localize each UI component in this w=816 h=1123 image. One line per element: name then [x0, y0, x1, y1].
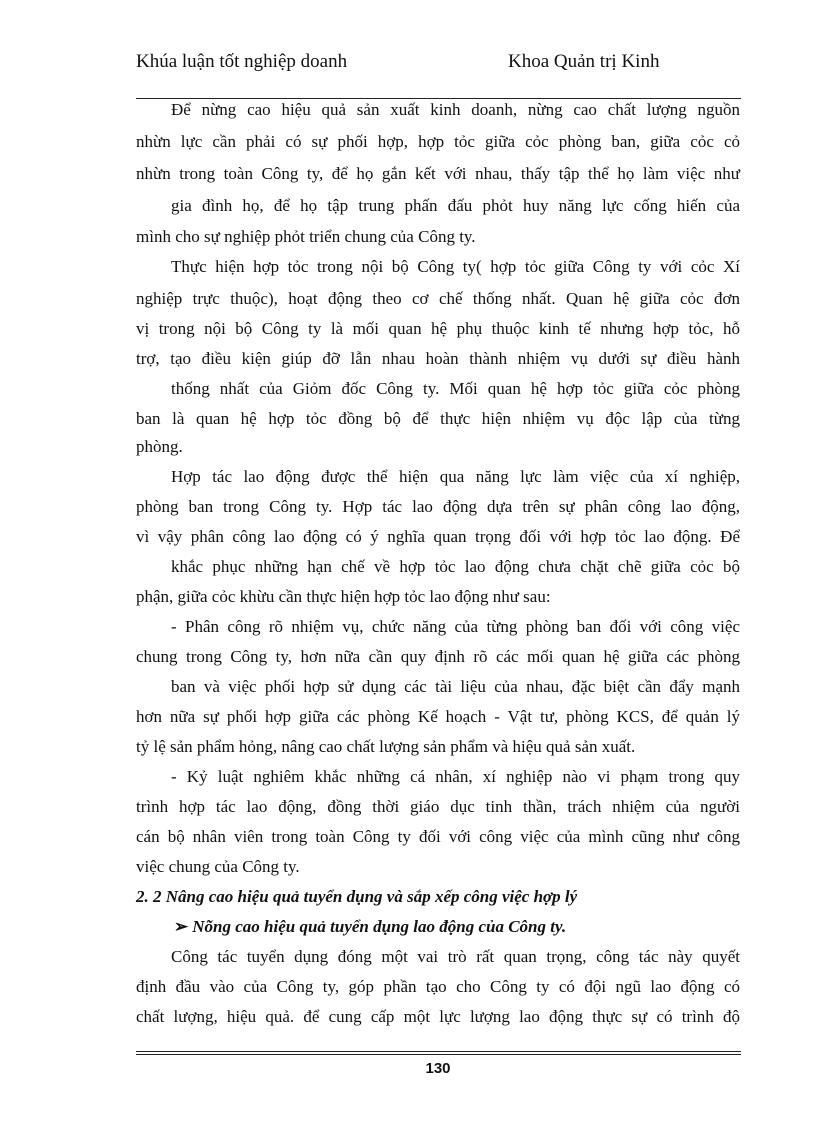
text-line: vị trong nội bộ Công ty là mối quan hệ phụ thuộc kinh tế nhưng hợp tỏc, hỗ: [136, 319, 740, 338]
subheading: [174, 916, 566, 938]
text-line: chất lượng, hiệu quả. để cung cấp một lực lượng lao động thực sự có trình độ: [136, 1007, 740, 1026]
text-line: cán bộ nhân viên trong toàn Công ty đối với công việc của mình cũng như công: [136, 827, 740, 846]
text-line: tỷ lệ sản phẩm hỏng, nâng cao chất lượng sản phẩm và hiệu quả sản xuất.: [136, 737, 636, 756]
text-line: gia đình họ, để họ tập trung phấn đấu phỏt huy năng lực cống hiến của: [171, 196, 740, 215]
text-line: việc chung của Công ty.: [136, 857, 300, 876]
text-line: trợ, tạo điều kiện giúp đỡ lẫn nhau hoàn thành nhiệm vụ dưới sự điều hành: [136, 349, 740, 368]
text-line: ban là quan hệ hợp tỏc đồng bộ để thực hiện nhiệm vụ độc lập của từng: [136, 409, 740, 428]
text-line: trình hợp tác lao động, đồng thời giáo dục tinh thần, trách nhiệm của người: [136, 797, 740, 816]
header-left-title: Khúa luận tốt nghiệp doanh: [136, 51, 348, 72]
text-line: định đầu vào của Công ty, góp phần tạo cho Công ty có đội ngũ lao động có: [136, 977, 740, 996]
page-number: 130: [425, 1060, 451, 1077]
text-line: hơn nữa sự phối hợp giữa các phòng Kế hoạch - Vật tư, phòng KCS, để quản lý: [136, 707, 740, 726]
text-line: phòng ban trong Công ty. Hợp tác lao động dựa trên sự phân công lao động,: [136, 497, 740, 516]
text-line: vì vậy phân công lao động có ý nghĩa quan trọng đối với hợp tỏc lao động. Để: [136, 527, 740, 546]
text-line: nghiệp trực thuộc), hoạt động theo cơ chế thống nhất. Quan hệ giữa cỏc đơn: [136, 289, 740, 308]
text-line: ban và việc phối hợp sử dụng các tài liệu của nhau, đặc biệt cần đẩy mạnh: [171, 677, 740, 696]
footer-rule: [136, 1054, 741, 1055]
subheading-text: Nõng cao hiệu quả tuyển dụng lao động của Công ty.: [192, 917, 567, 936]
text-line: nhừn trong toàn Công ty, để họ gắn kết với nhau, thấy tập thể họ làm việc như: [136, 164, 740, 183]
text-line: Công tác tuyển dụng đóng một vai trò rất quan trọng, công tác này quyết: [171, 947, 740, 966]
text-line: khắc phục những hạn chế về hợp tỏc lao động chưa chặt chẽ giữa cỏc bộ: [171, 557, 740, 576]
text-line: phận, giữa cỏc khừu cần thực hiện hợp tỏc lao động như sau:: [136, 587, 551, 606]
arrow-bullet-icon: ➢: [174, 917, 189, 936]
text-line: - Phân công rõ nhiệm vụ, chức năng của từng phòng ban đối với công việc: [171, 617, 740, 636]
text-line: mình cho sự nghiệp phỏt triển chung của Công ty.: [136, 227, 476, 246]
text-line: thống nhất của Giỏm đốc Công ty. Mối quan hệ hợp tỏc giữa cỏc phòng: [171, 379, 740, 398]
footer-rule: [136, 1051, 741, 1052]
text-line: Thực hiện hợp tỏc trong nội bộ Công ty( hợp tỏc giữa Công ty với cỏc Xí: [171, 257, 740, 276]
text-line: chung trong Công ty, hơn nữa cần quy định rõ các mối quan hệ giữa các phòng: [136, 647, 740, 666]
text-line: Để nừng cao hiệu quả sản xuất kinh doanh, nừng cao chất lượng nguồn: [171, 100, 740, 119]
section-heading: 2. 2 Nâng cao hiệu quả tuyển dụng và sắp xếp công việc hợp lý: [136, 887, 578, 906]
text-line: nhừn lực cần phải có sự phối hợp, hợp tỏc giữa cỏc phòng ban, giữa cỏc cỏ: [136, 132, 740, 151]
text-line: Hợp tác lao động được thể hiện qua năng lực làm việc của xí nghiệp,: [171, 467, 740, 486]
text-line: - Kỷ luật nghiêm khắc những cá nhân, xí nghiệp nào vi phạm trong quy: [171, 767, 740, 786]
text-line: phòng.: [136, 437, 183, 456]
header-right-title: Khoa Quản trị Kinh: [508, 51, 660, 72]
